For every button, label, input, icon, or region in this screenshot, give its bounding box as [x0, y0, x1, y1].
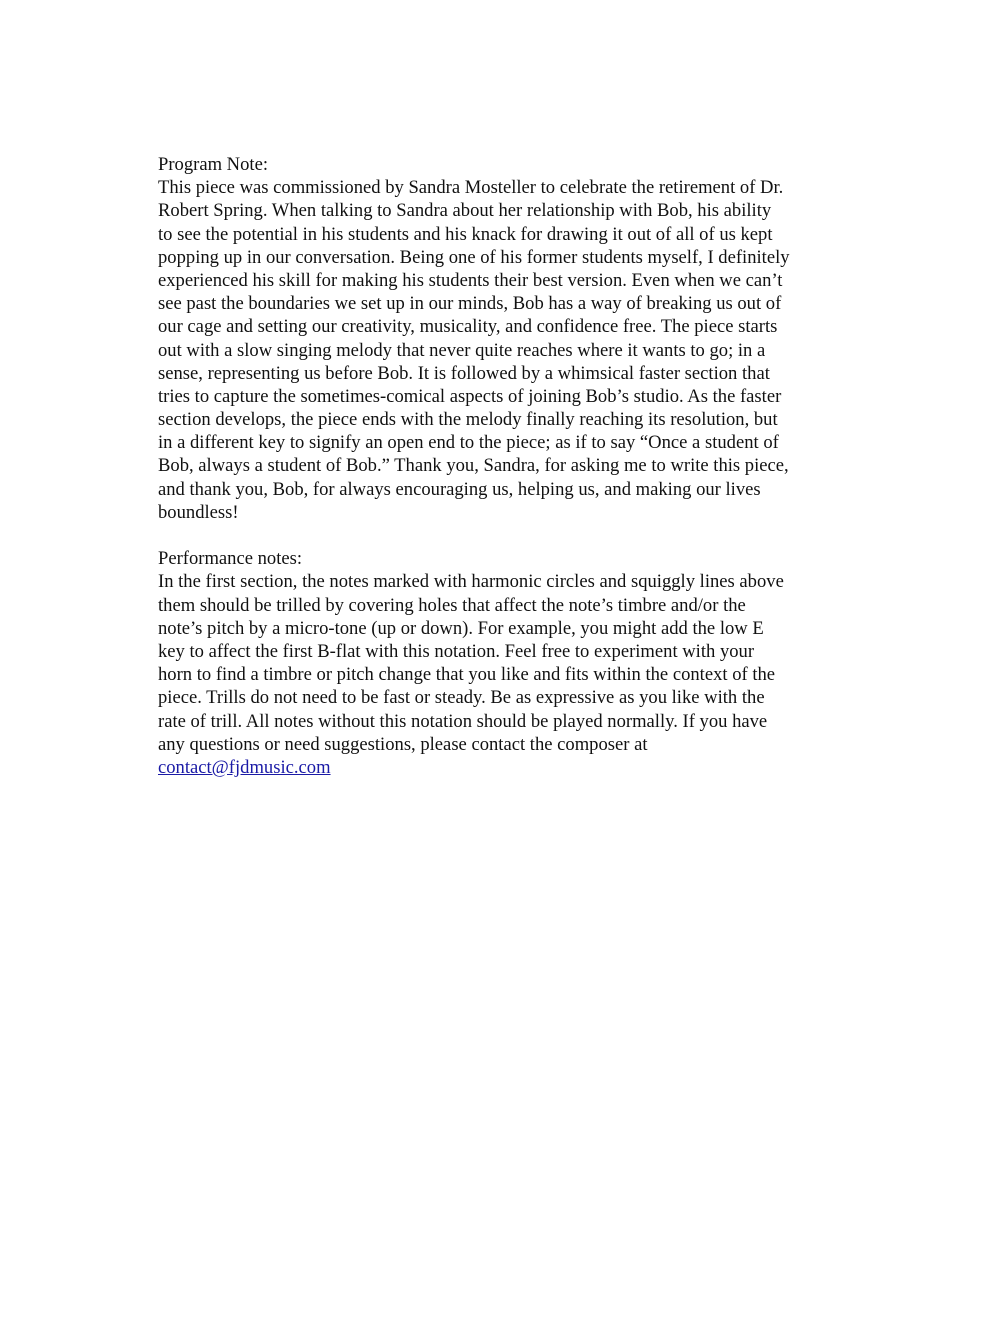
program-note-line: boundless!: [158, 501, 239, 523]
document-body: [158, 153, 848, 779]
performance-notes-line: horn to find a timbre or pitch change that you like and fits within the context of the: [158, 664, 776, 686]
program-note-heading: Program Note:: [158, 154, 268, 175]
program-note-line: out with a slow singing melody that never quite reaches where it wants to go; in a: [158, 339, 766, 361]
performance-notes-line: note’s pitch by a micro-tone (up or down). For example, you might add the low E: [158, 617, 764, 639]
program-note-line: Robert Spring. When talking to Sandra about her relationship with Bob, his ability: [158, 200, 772, 222]
performance-notes-heading: Performance notes:: [158, 548, 303, 570]
program-note-section: [158, 153, 848, 524]
program-note-line: our cage and setting our creativity, musicality, and confidence free. The piece starts: [158, 316, 778, 338]
program-note-line: popping up in our conversation. Being one of his former students myself, I definitely: [158, 246, 790, 268]
performance-notes-line: key to affect the first B-flat with this notation. Feel free to experiment with your: [158, 640, 755, 662]
contact-email-link[interactable]: contact@fjdmusic.com: [158, 756, 331, 778]
program-note-line: section develops, the piece ends with the melody finally reaching its resolution, but: [158, 409, 778, 431]
section-spacer: [158, 524, 848, 547]
program-note-line: experienced his skill for making his students their best version. Even when we can’t: [158, 269, 783, 291]
performance-notes-line: any questions or need suggestions, please contact the composer at: [158, 733, 648, 755]
performance-notes-line: piece. Trills do not need to be fast or steady. Be as expressive as you like with the: [158, 687, 765, 709]
program-note-line: Bob, always a student of Bob.” Thank you, Sandra, for asking me to write this piece,: [158, 455, 789, 477]
contact-email-line: [158, 756, 848, 779]
program-note-line: in a different key to signify an open end to the piece; as if to say “Once a student of: [158, 432, 779, 454]
program-note-line: see past the boundaries we set up in our minds, Bob has a way of breaking us out of: [158, 293, 782, 315]
program-note-line: and thank you, Bob, for always encouraging us, helping us, and making our lives: [158, 478, 761, 500]
program-note-line: to see the potential in his students and his knack for drawing it out of all of us kept: [158, 223, 773, 245]
program-note-line: tries to capture the sometimes-comical aspects of joining Bob’s studio. As the faster: [158, 385, 782, 407]
program-note-line: This piece was commissioned by Sandra Mosteller to celebrate the retirement of Dr.: [158, 177, 784, 199]
performance-notes-section: [158, 547, 848, 779]
program-note-line: sense, representing us before Bob. It is followed by a whimsical faster section that: [158, 362, 770, 384]
performance-notes-line: rate of trill. All notes without this notation should be played normally. If you have: [158, 710, 768, 732]
performance-notes-line: them should be trilled by covering holes that affect the note’s timbre and/or the: [158, 594, 746, 616]
performance-notes-line: In the first section, the notes marked with harmonic circles and squiggly lines above: [158, 571, 784, 593]
